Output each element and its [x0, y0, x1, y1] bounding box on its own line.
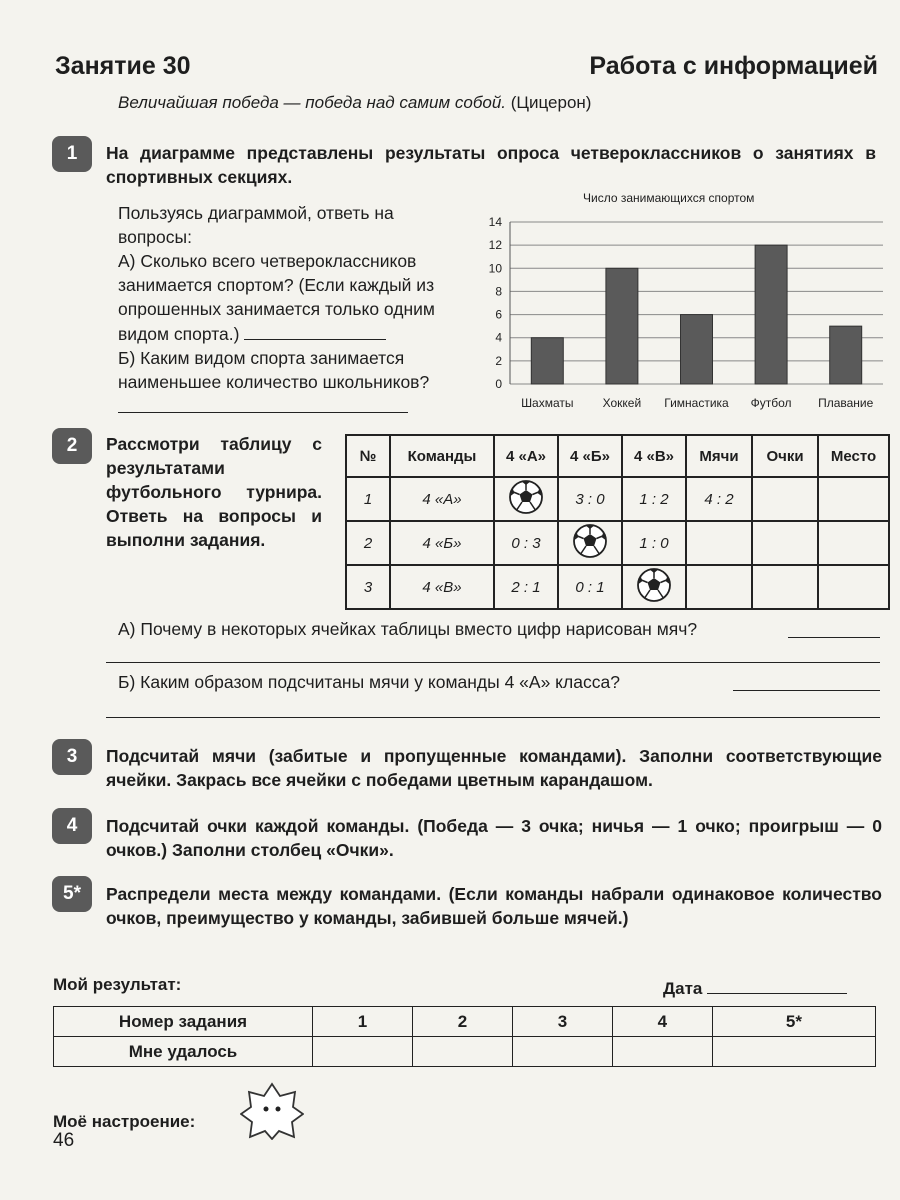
section-title: Работа с информацией	[589, 52, 878, 80]
task5-text: Распредели места между командами. (Если команды набрали одинаковое количество очков, преимущество у команды, забившей больше мячей.)	[106, 884, 882, 928]
table-cell: 4 «В»	[390, 565, 494, 609]
ball-cell	[622, 565, 686, 609]
answer-line[interactable]	[106, 717, 880, 718]
table-cell: 0 : 3	[494, 521, 558, 565]
input-cell[interactable]	[818, 477, 889, 521]
y-tick-label: 6	[495, 307, 502, 322]
date-label: Дата	[663, 979, 703, 998]
input-cell[interactable]	[752, 521, 818, 565]
mood-star-icon[interactable]	[240, 1082, 304, 1140]
bar-chart	[478, 210, 888, 415]
y-tick-label: 4	[495, 330, 502, 345]
row-label: Мне удалось	[54, 1037, 313, 1067]
bar-4	[755, 245, 787, 384]
table-row	[346, 565, 889, 609]
y-tick-label: 14	[488, 215, 502, 229]
lesson-title: Занятие 30	[55, 52, 191, 80]
x-tick-label: Плавание	[818, 396, 874, 410]
task-badge-5: 5*	[52, 876, 92, 912]
bar-3	[681, 315, 713, 384]
answer-line-b[interactable]	[118, 394, 408, 413]
task-number-cell: 4	[612, 1007, 712, 1037]
bar-1	[531, 338, 563, 384]
success-cell[interactable]	[412, 1037, 512, 1067]
answer-line[interactable]	[733, 690, 880, 691]
table-cell: 1	[346, 477, 390, 521]
date-field[interactable]	[663, 975, 847, 999]
x-tick-label: Гимнастика	[664, 396, 729, 410]
task1-questions	[118, 201, 470, 419]
success-row	[54, 1037, 876, 1067]
table-cell: 3 : 0	[558, 477, 622, 521]
epigraph-author: (Цицерон)	[510, 93, 592, 112]
mood-label: Моё настроение:	[53, 1112, 196, 1131]
date-line[interactable]	[707, 975, 847, 994]
answer-line[interactable]	[788, 637, 880, 638]
header-cell: 4 «Б»	[558, 435, 622, 477]
task1-intro: Пользуясь диаграммой, ответь на вопросы:	[118, 203, 394, 247]
table-cell: 3	[346, 565, 390, 609]
task-number-row	[54, 1007, 876, 1037]
task3-text: Подсчитай мячи (забитые и пропущенные командами). Заполни соответствующие ячейки. Закрась все ячейки с победами цветным карандашом.	[106, 746, 882, 790]
task4-text: Подсчитай очки каждой команды. (Победа — 3 очка; ничья — 1 очко; проигрыш — 0 очков.) Заполни столбец «Очки».	[106, 816, 882, 860]
ball-cell	[558, 521, 622, 565]
success-cell[interactable]	[612, 1037, 712, 1067]
success-cell[interactable]	[313, 1037, 413, 1067]
success-cell[interactable]	[712, 1037, 875, 1067]
football-icon	[636, 567, 672, 603]
input-cell[interactable]	[752, 477, 818, 521]
task-badge-4: 4	[52, 808, 92, 844]
answer-line-a[interactable]	[244, 321, 386, 340]
chart-title: Число занимающихся спортом	[583, 191, 755, 205]
x-tick-label: Футбол	[750, 396, 792, 410]
input-cell[interactable]	[686, 565, 752, 609]
task-number-cell: 3	[512, 1007, 612, 1037]
football-icon	[572, 523, 608, 559]
task-number-cell: 1	[313, 1007, 413, 1037]
table-cell: 1 : 0	[622, 521, 686, 565]
header-cell: №	[346, 435, 390, 477]
answer-line[interactable]	[106, 662, 880, 663]
table-cell: 2	[346, 521, 390, 565]
task1-text: На диаграмме представлены результаты опроса четвероклассников о занятиях в спортивных секциях.	[106, 143, 876, 187]
x-tick-label: Шахматы	[521, 396, 574, 410]
epigraph-quote: Величайшая победа — победа над самим собой.	[118, 93, 507, 112]
task2-question-b: Б) Каким образом подсчитаны мячи у команды 4 «А» класса?	[118, 672, 620, 692]
task-number-cell: 2	[412, 1007, 512, 1037]
input-cell[interactable]	[818, 521, 889, 565]
input-cell[interactable]: 4 : 2	[686, 477, 752, 521]
header-cell: 4 «В»	[622, 435, 686, 477]
header-cell: Команды	[390, 435, 494, 477]
page-number: 46	[53, 1130, 75, 1151]
input-cell[interactable]	[686, 521, 752, 565]
input-cell[interactable]	[752, 565, 818, 609]
ball-cell	[494, 477, 558, 521]
self-assessment-table	[53, 1006, 876, 1067]
table-cell: 1 : 2	[622, 477, 686, 521]
y-tick-label: 8	[495, 284, 502, 299]
task-badge-3: 3	[52, 739, 92, 775]
y-tick-label: 0	[495, 377, 502, 391]
table-header-row	[346, 435, 889, 477]
header-cell: Очки	[752, 435, 818, 477]
y-tick-label: 2	[495, 353, 502, 368]
my-result-label: Мой результат:	[53, 975, 182, 994]
task2-text: Рассмотри таблицу с результатами футбольного турнира. Ответь на вопросы и выполни задания.	[106, 434, 322, 550]
table-cell: 4 «Б»	[390, 521, 494, 565]
y-tick-label: 12	[488, 238, 502, 253]
x-tick-label: Хоккей	[602, 396, 642, 410]
tournament-table	[345, 434, 890, 610]
football-icon	[508, 479, 544, 515]
y-tick-label: 10	[488, 261, 502, 276]
header-cell: Место	[818, 435, 889, 477]
task1-question-a: А) Сколько всего четвероклассников занимается спортом? (Если каждый из опрошенных занимается только одним видом спорта.)	[118, 251, 435, 344]
success-cell[interactable]	[512, 1037, 612, 1067]
header-cell: Мячи	[686, 435, 752, 477]
task-number-cell: 5*	[712, 1007, 875, 1037]
input-cell[interactable]	[818, 565, 889, 609]
epigraph	[118, 93, 591, 113]
task-badge-2: 2	[52, 428, 92, 464]
header-cell: 4 «А»	[494, 435, 558, 477]
row-label: Номер задания	[54, 1007, 313, 1037]
task1-question-b: Б) Каким видом спорта занимается наименьшее количество школьников?	[118, 348, 430, 392]
table-cell: 2 : 1	[494, 565, 558, 609]
table-cell: 4 «А»	[390, 477, 494, 521]
bar-5	[830, 326, 862, 384]
table-row	[346, 521, 889, 565]
task2-question-a: А) Почему в некоторых ячейках таблицы вместо цифр нарисован мяч?	[118, 619, 698, 639]
bar-2	[606, 268, 638, 384]
table-row	[346, 477, 889, 521]
task-badge-1: 1	[52, 136, 92, 172]
table-cell: 0 : 1	[558, 565, 622, 609]
